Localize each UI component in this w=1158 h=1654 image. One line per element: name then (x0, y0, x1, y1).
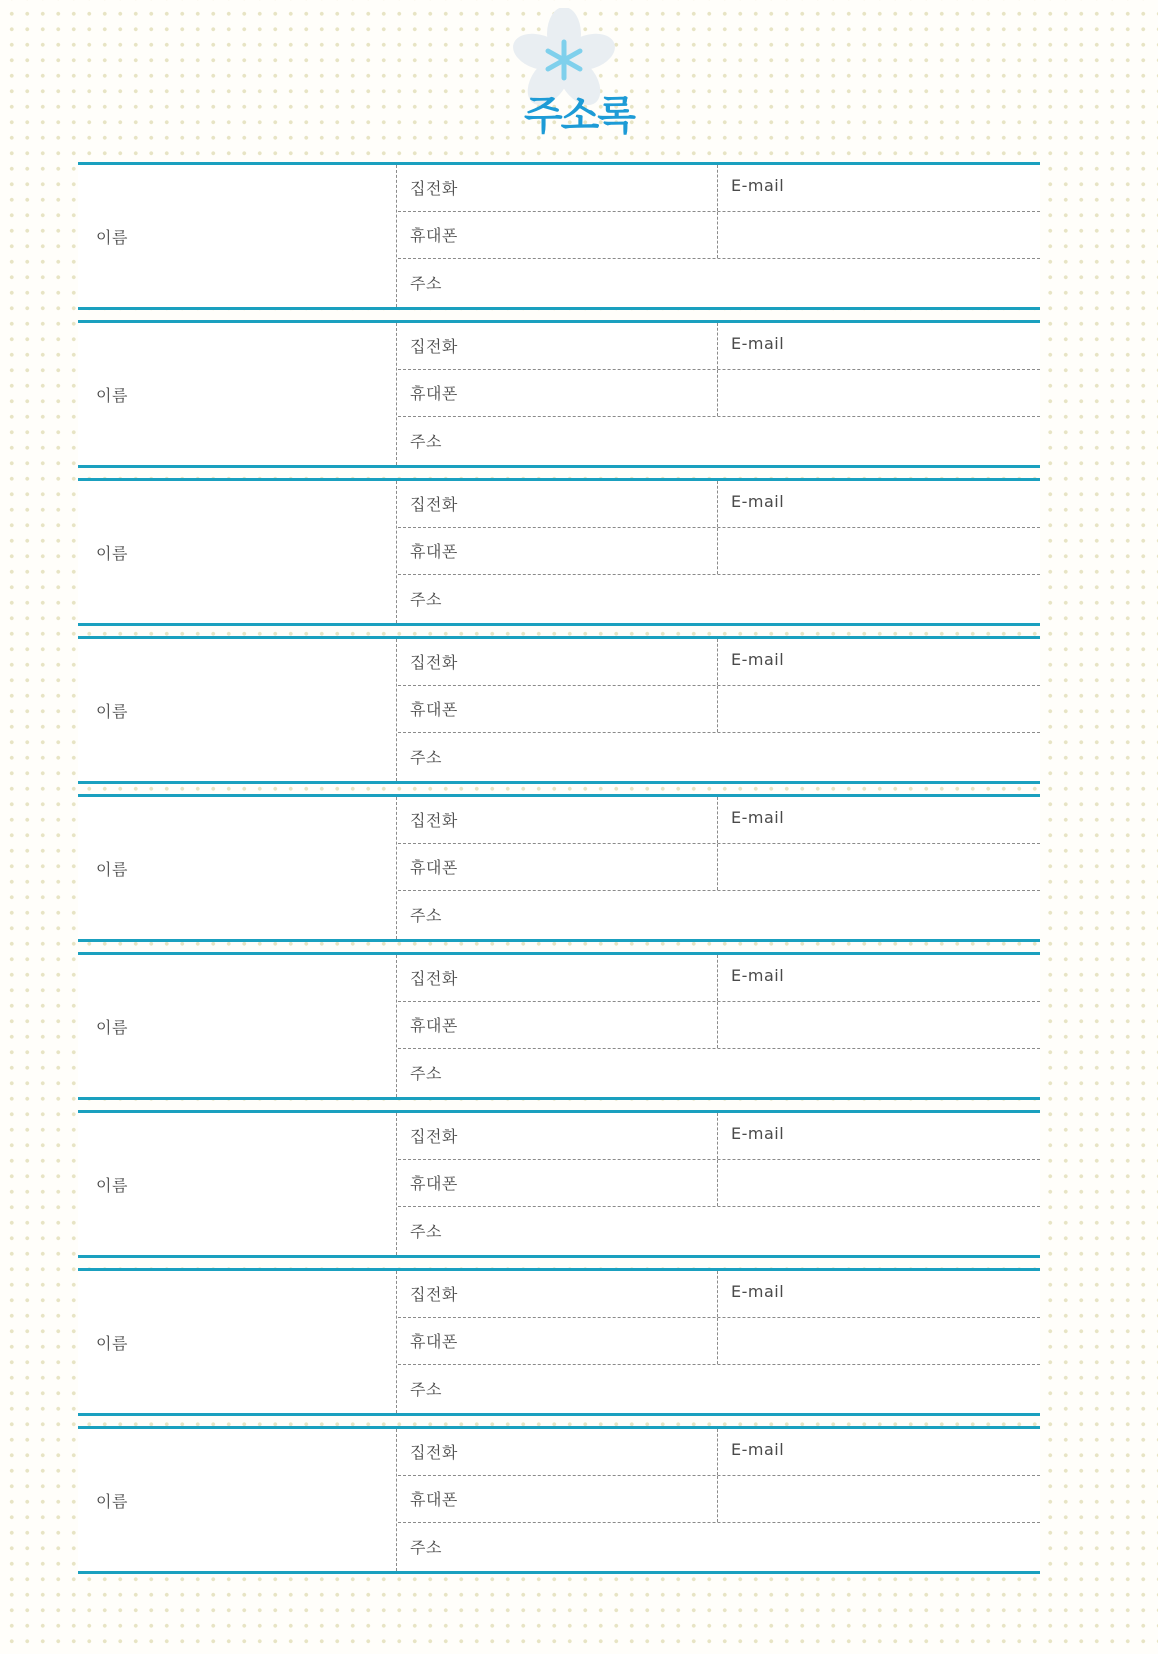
email-field[interactable] (719, 481, 1039, 527)
email-label: E-mail (731, 492, 785, 511)
home-phone-field[interactable] (398, 1113, 718, 1159)
email-field[interactable] (719, 955, 1039, 1001)
mobile-label: 휴대폰 (410, 1016, 458, 1035)
home-phone-field[interactable] (398, 165, 718, 211)
name-label: 이름 (96, 1333, 128, 1353)
email-label: E-mail (731, 650, 785, 669)
email-continuation-field[interactable] (719, 1318, 1039, 1364)
email-continuation-field[interactable] (719, 1002, 1039, 1048)
name-field[interactable] (78, 1271, 397, 1413)
mobile-field[interactable] (398, 1318, 718, 1364)
home-phone-field[interactable] (398, 481, 718, 527)
page-title: 주소록 (524, 93, 634, 139)
address-field[interactable] (398, 1049, 1040, 1097)
address-entry (78, 952, 1040, 1100)
address-label: 주소 (410, 432, 442, 451)
address-field[interactable] (398, 259, 1040, 307)
email-field[interactable] (719, 165, 1039, 211)
address-field[interactable] (398, 891, 1040, 939)
mobile-field[interactable] (398, 1476, 718, 1522)
address-label: 주소 (410, 1222, 442, 1241)
home-phone-field[interactable] (398, 1429, 718, 1475)
name-field[interactable] (78, 481, 397, 623)
home-phone-field[interactable] (398, 639, 718, 685)
mobile-label: 휴대폰 (410, 1332, 458, 1351)
address-field[interactable] (398, 1523, 1040, 1571)
name-field[interactable] (78, 955, 397, 1097)
email-continuation-field[interactable] (719, 528, 1039, 574)
address-entry-list (78, 162, 1040, 1584)
email-continuation-field[interactable] (719, 1160, 1039, 1206)
email-field[interactable] (719, 1429, 1039, 1475)
email-continuation-field[interactable] (719, 686, 1039, 732)
email-field[interactable] (719, 797, 1039, 843)
home-phone-field[interactable] (398, 955, 718, 1001)
name-label: 이름 (96, 1017, 128, 1037)
address-label: 주소 (410, 590, 442, 609)
address-entry (78, 478, 1040, 626)
mobile-label: 휴대폰 (410, 226, 458, 245)
home-phone-label: 집전화 (410, 1127, 458, 1146)
email-field[interactable] (719, 323, 1039, 369)
name-label: 이름 (96, 1175, 128, 1195)
email-label: E-mail (731, 966, 785, 985)
mobile-field[interactable] (398, 370, 718, 416)
address-entry (78, 320, 1040, 468)
email-label: E-mail (731, 334, 785, 353)
address-field[interactable] (398, 1207, 1040, 1255)
address-entry (78, 1426, 1040, 1574)
home-phone-label: 집전화 (410, 179, 458, 198)
name-label: 이름 (96, 701, 128, 721)
home-phone-field[interactable] (398, 797, 718, 843)
name-field[interactable] (78, 323, 397, 465)
address-field[interactable] (398, 417, 1040, 465)
mobile-field[interactable] (398, 1002, 718, 1048)
home-phone-label: 집전화 (410, 1285, 458, 1304)
email-field[interactable] (719, 1113, 1039, 1159)
home-phone-field[interactable] (398, 323, 718, 369)
mobile-field[interactable] (398, 844, 718, 890)
email-continuation-field[interactable] (719, 212, 1039, 258)
mobile-field[interactable] (398, 212, 718, 258)
home-phone-label: 집전화 (410, 653, 458, 672)
name-label: 이름 (96, 1491, 128, 1511)
email-field[interactable] (719, 639, 1039, 685)
address-label: 주소 (410, 906, 442, 925)
email-label: E-mail (731, 176, 785, 195)
home-phone-label: 집전화 (410, 811, 458, 830)
email-label: E-mail (731, 1440, 785, 1459)
home-phone-label: 집전화 (410, 337, 458, 356)
mobile-label: 휴대폰 (410, 542, 458, 561)
address-field[interactable] (398, 733, 1040, 781)
address-label: 주소 (410, 748, 442, 767)
address-entry (78, 794, 1040, 942)
name-field[interactable] (78, 1429, 397, 1571)
address-label: 주소 (410, 274, 442, 293)
name-field[interactable] (78, 639, 397, 781)
name-label: 이름 (96, 227, 128, 247)
name-field[interactable] (78, 797, 397, 939)
address-entry (78, 1268, 1040, 1416)
mobile-label: 휴대폰 (410, 1490, 458, 1509)
address-label: 주소 (410, 1064, 442, 1083)
email-label: E-mail (731, 808, 785, 827)
address-field[interactable] (398, 575, 1040, 623)
name-label: 이름 (96, 543, 128, 563)
email-label: E-mail (731, 1124, 785, 1143)
mobile-label: 휴대폰 (410, 384, 458, 403)
address-field[interactable] (398, 1365, 1040, 1413)
home-phone-label: 집전화 (410, 969, 458, 988)
home-phone-label: 집전화 (410, 1443, 458, 1462)
address-label: 주소 (410, 1538, 442, 1557)
name-field[interactable] (78, 165, 397, 307)
address-entry (78, 162, 1040, 310)
home-phone-field[interactable] (398, 1271, 718, 1317)
email-field[interactable] (719, 1271, 1039, 1317)
mobile-field[interactable] (398, 1160, 718, 1206)
page-header (0, 0, 1158, 160)
name-label: 이름 (96, 859, 128, 879)
email-continuation-field[interactable] (719, 370, 1039, 416)
mobile-field[interactable] (398, 686, 718, 732)
name-field[interactable] (78, 1113, 397, 1255)
email-label: E-mail (731, 1282, 785, 1301)
mobile-label: 휴대폰 (410, 858, 458, 877)
email-continuation-field[interactable] (719, 1476, 1039, 1522)
mobile-field[interactable] (398, 528, 718, 574)
mobile-label: 휴대폰 (410, 700, 458, 719)
mobile-label: 휴대폰 (410, 1174, 458, 1193)
home-phone-label: 집전화 (410, 495, 458, 514)
address-entry (78, 1110, 1040, 1258)
address-entry (78, 636, 1040, 784)
address-label: 주소 (410, 1380, 442, 1399)
email-continuation-field[interactable] (719, 844, 1039, 890)
name-label: 이름 (96, 385, 128, 405)
